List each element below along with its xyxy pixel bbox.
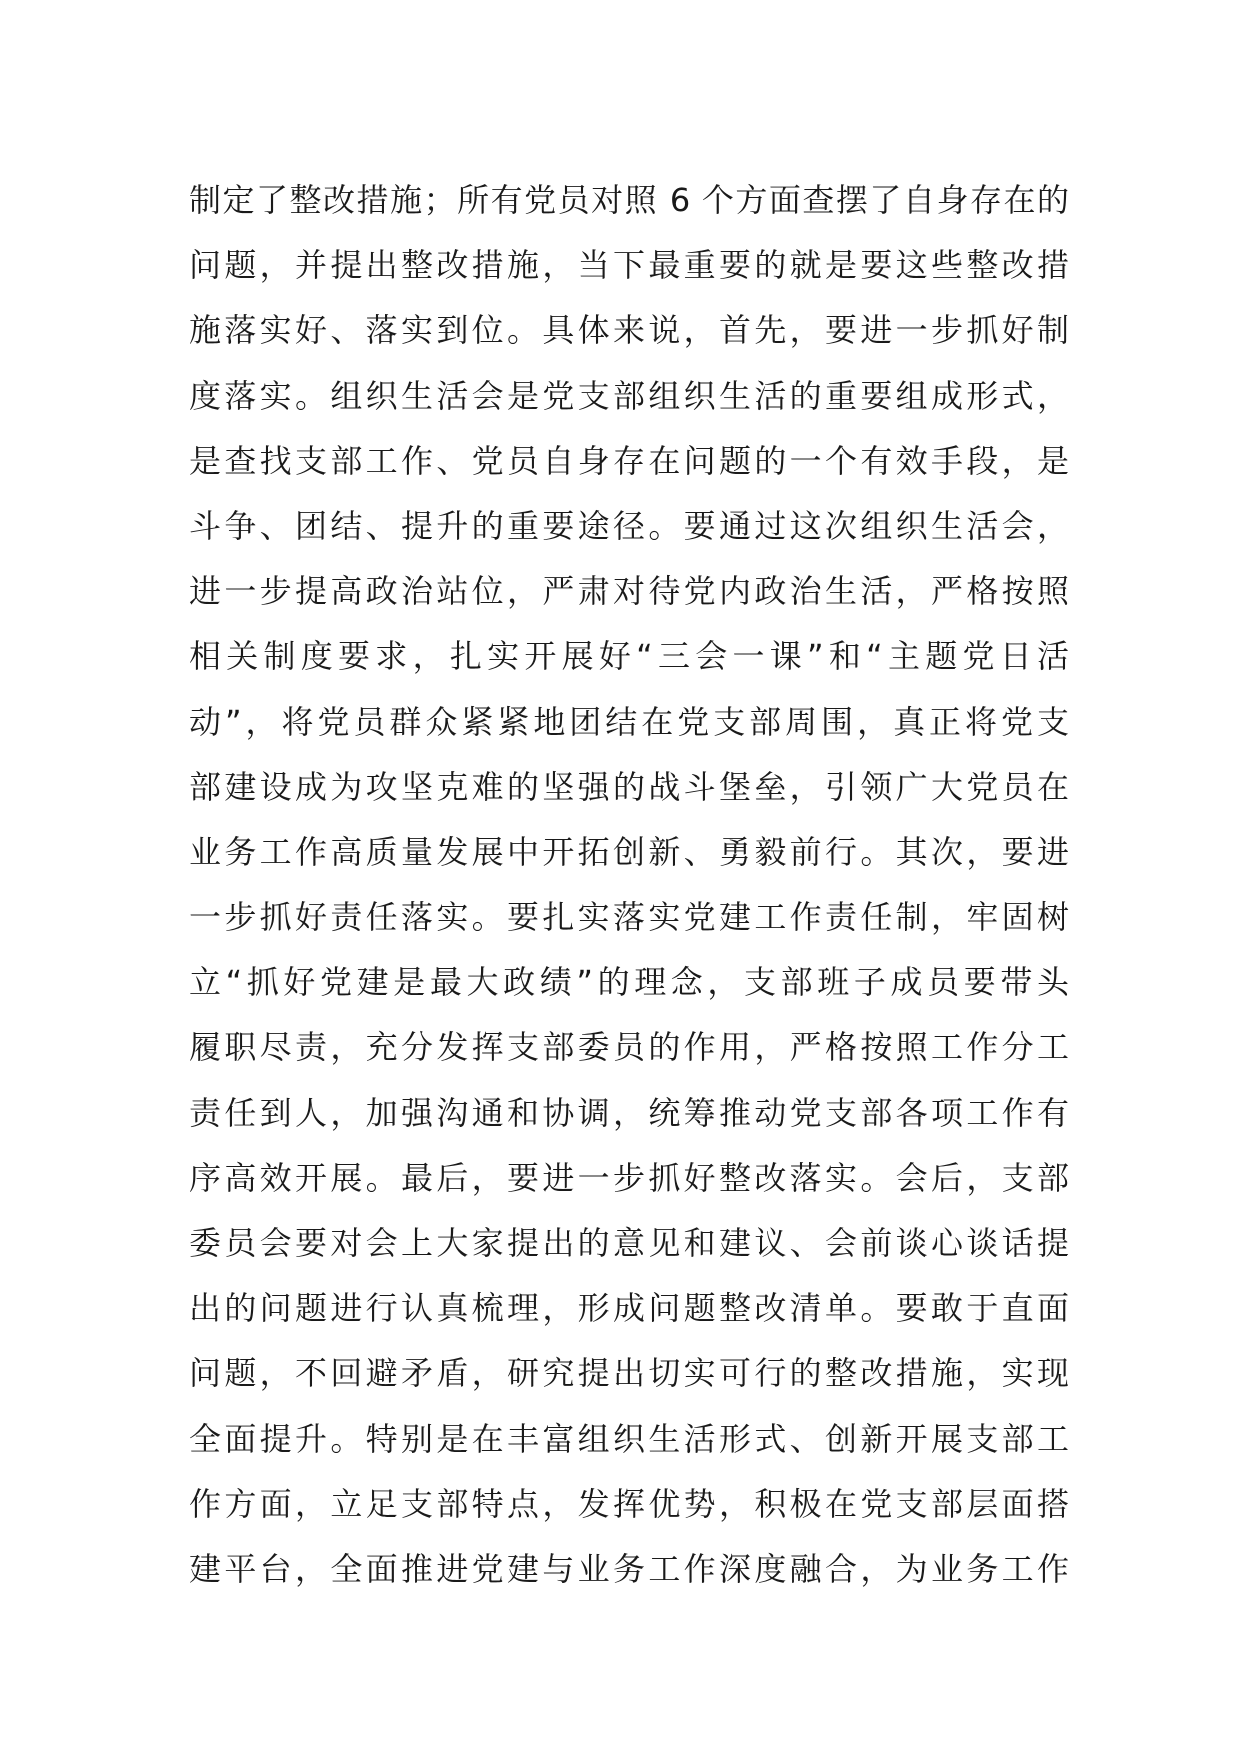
text-line: 进一步提高政治站位，严肃对待党内政治生活，严格按照 [189, 572, 1069, 611]
text-line: 立“抓好党建是最大政绩”的理念，支部班子成员要带头 [189, 963, 1069, 1002]
text-line: 委员会要对会上大家提出的意见和建议、会前谈心谈话提 [189, 1224, 1069, 1262]
text-line: 责任到人，加强沟通和协调，统筹推动党支部各项工作有 [189, 1093, 1069, 1132]
body-text [189, 168, 1069, 1602]
text-line: 履职尽责，充分发挥支部委员的作用，严格按照工作分工 [189, 1028, 1069, 1067]
text-line: 作方面，立足支部特点，发挥优势，积极在党支部层面搭 [189, 1484, 1069, 1523]
text-line: 度落实。组织生活会是党支部组织生活的重要组成形式， [189, 376, 1069, 415]
text-line: 相关制度要求，扎实开展好“三会一课”和“主题党日活 [189, 637, 1069, 676]
text-line: 制定了整改措施；所有党员对照 6 个方面查摆了自身存在的 [189, 181, 1069, 219]
text-line: 出的问题进行认真梳理，形成问题整改清单。要敢于直面 [189, 1289, 1069, 1328]
text-line: 全面提升。特别是在丰富组织生活形式、创新开展支部工 [189, 1419, 1069, 1458]
text-line: 问题，并提出整改措施，当下最重要的就是要这些整改措 [189, 246, 1069, 285]
text-line: 一步抓好责任落实。要扎实落实党建工作责任制，牢固树 [189, 898, 1069, 937]
text-line: 施落实好、落实到位。具体来说，首先，要进一步抓好制 [189, 311, 1069, 350]
text-line: 业务工作高质量发展中开拓创新、勇毅前行。其次，要进 [189, 832, 1069, 871]
text-line: 问题，不回避矛盾，研究提出切实可行的整改措施，实现 [189, 1354, 1069, 1393]
text-line: 序高效开展。最后，要进一步抓好整改落实。会后，支部 [189, 1158, 1069, 1197]
text-line: 斗争、团结、提升的重要途径。要通过这次组织生活会， [189, 506, 1069, 545]
text-line: 部建设成为攻坚克难的坚强的战斗堡垒，引领广大党员在 [189, 767, 1069, 806]
text-line: 动”，将党员群众紧紧地团结在党支部周围，真正将党支 [189, 702, 1069, 741]
text-line: 建平台，全面推进党建与业务工作深度融合，为业务工作 [189, 1549, 1069, 1588]
text-line: 是查找支部工作、党员自身存在问题的一个有效手段，是 [189, 441, 1069, 480]
